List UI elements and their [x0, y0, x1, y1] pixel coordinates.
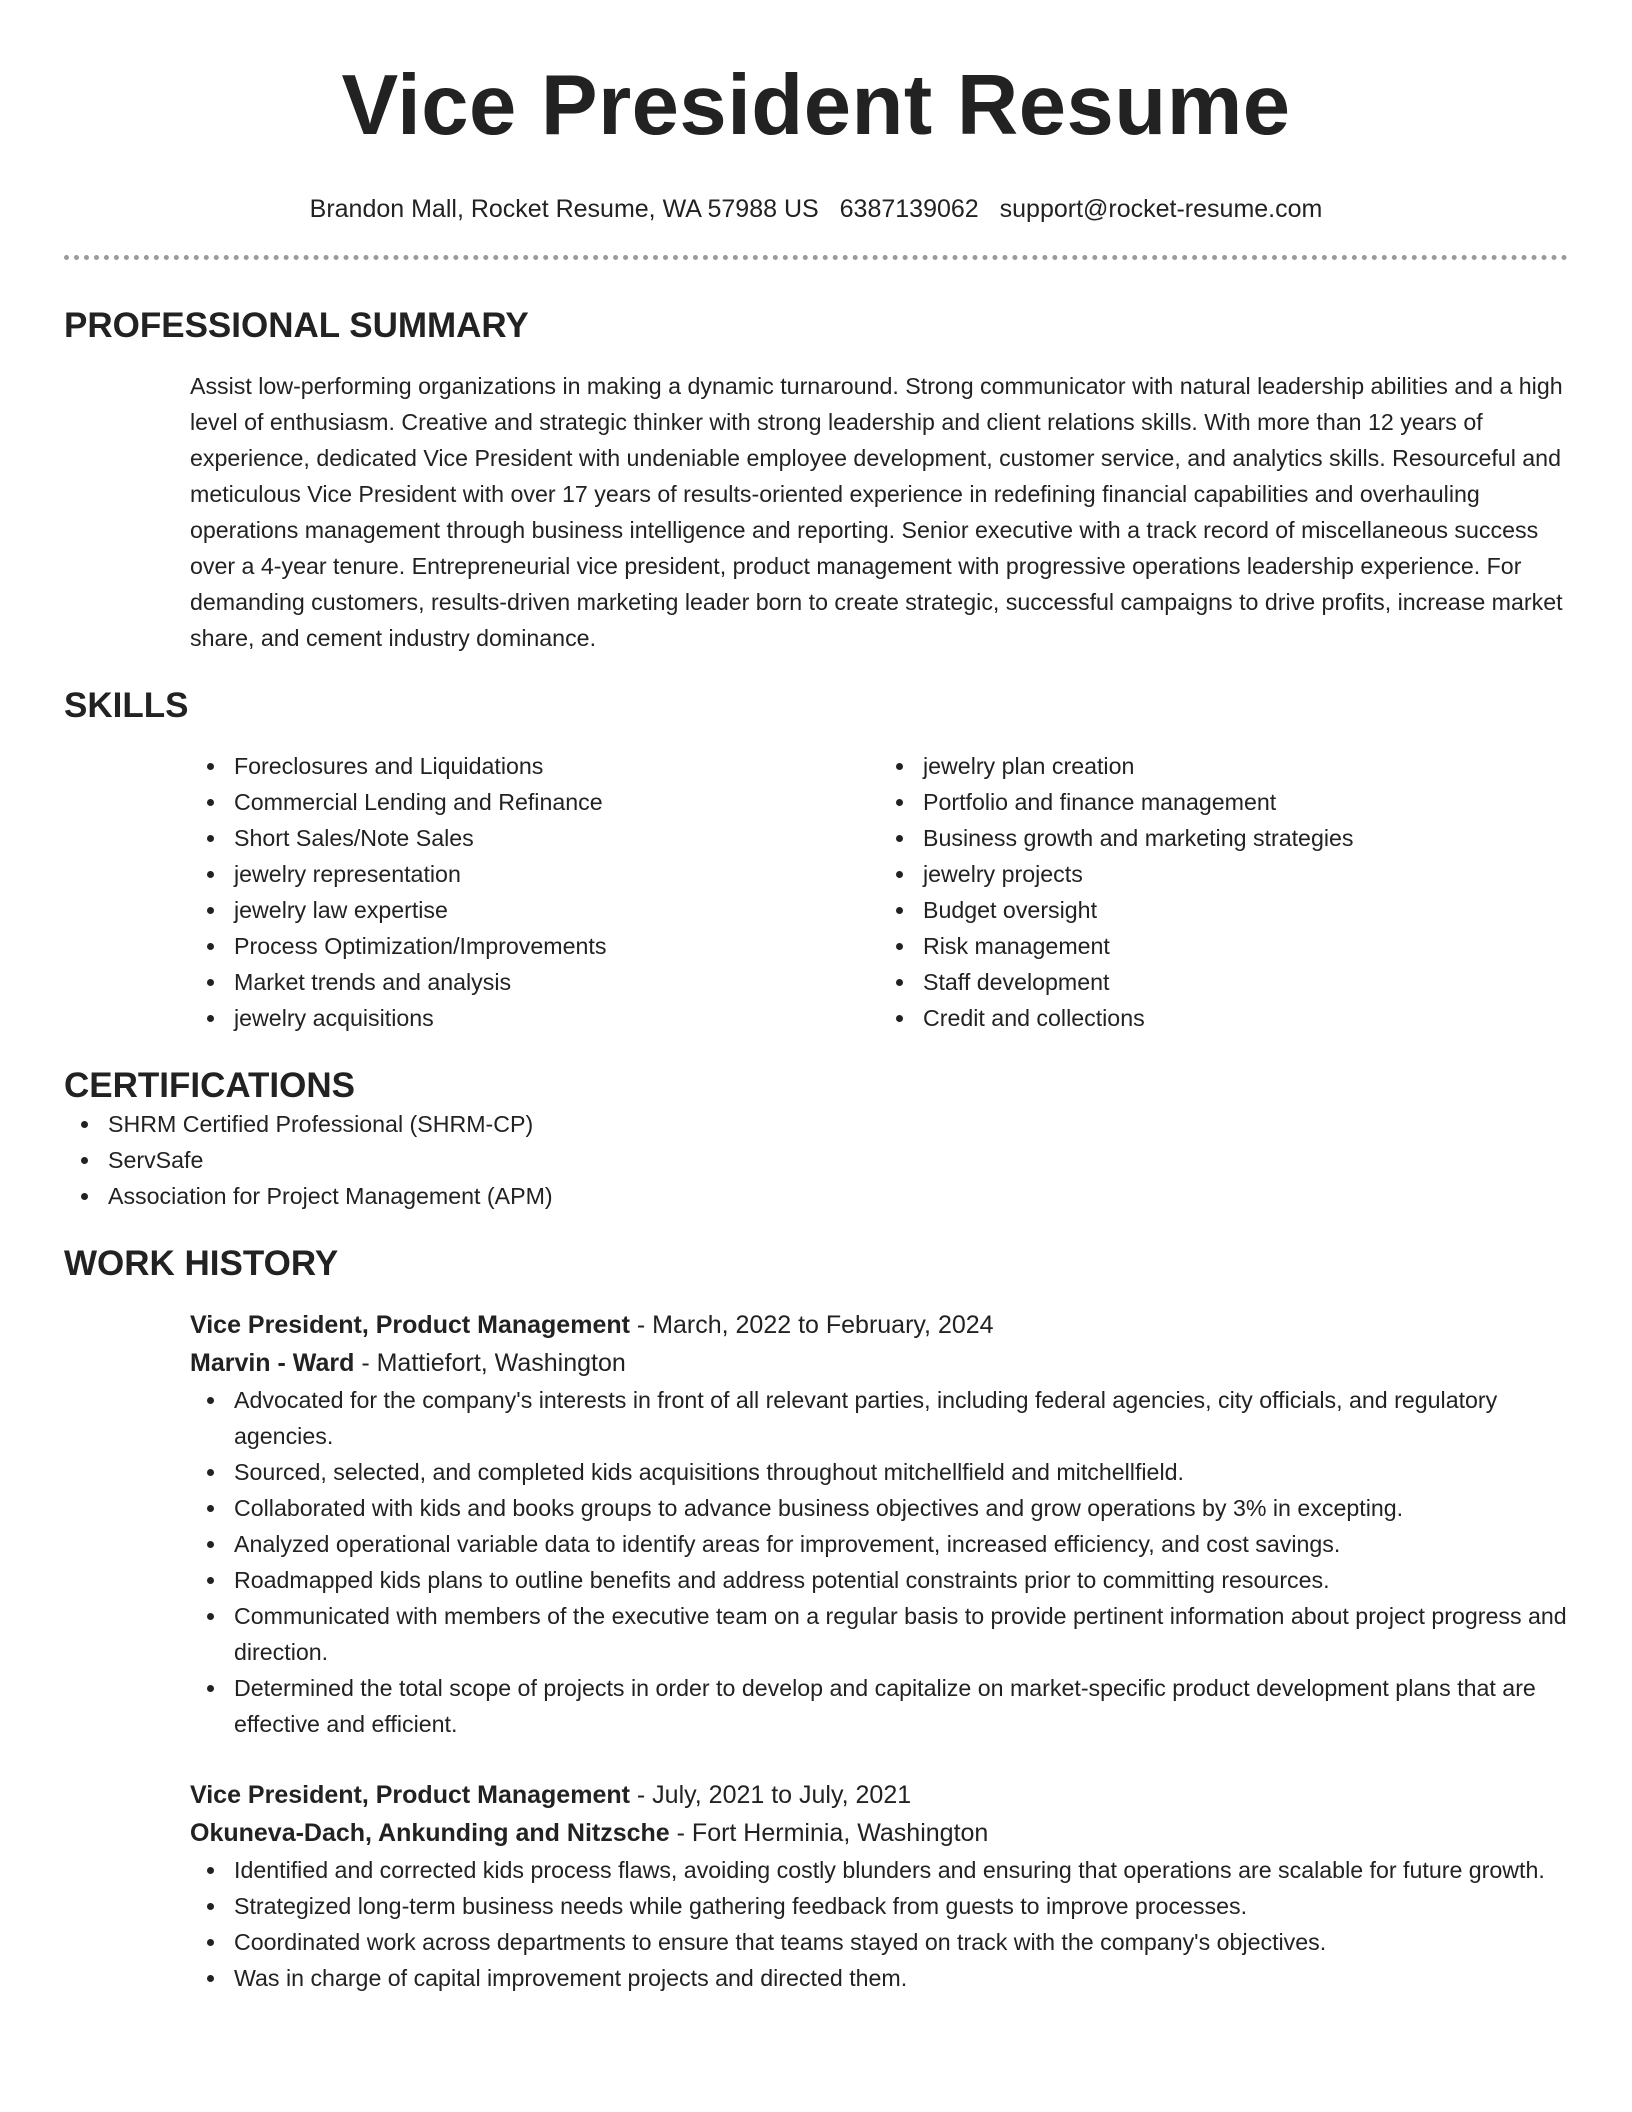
- skills-grid: [190, 748, 1568, 1036]
- skill-item: Budget oversight: [923, 892, 1568, 928]
- skill-item: Portfolio and finance management: [923, 784, 1568, 820]
- header-divider: [64, 255, 1568, 260]
- summary-paragraph: Assist low-performing organizations in making a dynamic turnaround. Strong communicator with natural leadership abilities and a high level of enthusiasm. Creative and strategic thinker with strong leadership and client relations skills. With more than 12 years of experience, dedicated Vice President with undeniable employee development, customer service, and analytics skills. Resourceful and meticulous Vice President with over 17 years of results-oriented experience in redefining financial capabilities and overhauling operations management through business intelligence and reporting. Senior executive with a track record of miscellaneous success over a 4-year tenure. Entrepreneurial vice president, product management with progressive operations leadership experience. For demanding customers, results-driven marketing leader born to create strategic, successful campaigns to drive profits, increase market share, and cement industry dominance.: [190, 373, 1563, 651]
- skills-column-right: [879, 748, 1568, 1036]
- work-history-heading: WORK HISTORY: [64, 1244, 339, 1283]
- job-bullet: Was in charge of capital improvement projects and directed them.: [234, 1960, 1568, 1996]
- job-bullet: Communicated with members of the executive team on a regular basis to provide pertinent information about project progress and direction.: [234, 1598, 1568, 1670]
- job-location: - Mattiefort, Washington: [354, 1349, 626, 1377]
- skill-item: jewelry plan creation: [923, 748, 1568, 784]
- skill-item: Market trends and analysis: [234, 964, 879, 1000]
- job-bullet: Determined the total scope of projects in order to develop and capitalize on market-specific product development plans that are effective and efficient.: [234, 1670, 1568, 1742]
- skill-item: jewelry law expertise: [234, 892, 879, 928]
- skill-item: Risk management: [923, 928, 1568, 964]
- job-bullets: [190, 1382, 1568, 1742]
- job-bullet: Strategized long-term business needs while gathering feedback from guests to improve processes.: [234, 1888, 1568, 1924]
- job-company-line: [190, 1344, 1568, 1382]
- certifications-list: [64, 1106, 1568, 1214]
- job-dates: - July, 2021 to July, 2021: [629, 1781, 912, 1809]
- skills-section: [64, 686, 1568, 1036]
- skill-item: Commercial Lending and Refinance: [234, 784, 879, 820]
- skill-item: Credit and collections: [923, 1000, 1568, 1036]
- skills-column-left: [190, 748, 879, 1036]
- job-title-line: [190, 1306, 1568, 1344]
- job-bullet: Analyzed operational variable data to identify areas for improvement, increased efficiency, and cost savings.: [234, 1526, 1568, 1562]
- skill-item: Staff development: [923, 964, 1568, 1000]
- certifications-section: [64, 1066, 1568, 1214]
- job-bullet: Coordinated work across departments to ensure that teams stayed on track with the company's objectives.: [234, 1924, 1568, 1960]
- work-history-section: [64, 1244, 1568, 1996]
- skills-heading: SKILLS: [64, 686, 189, 725]
- contact-address: Brandon Mall, Rocket Resume, WA 57988 US: [309, 195, 819, 223]
- resume-title: Vice President Resume: [341, 58, 1291, 153]
- skill-item: jewelry representation: [234, 856, 879, 892]
- certifications-heading: CERTIFICATIONS: [64, 1066, 356, 1105]
- certification-item: ServSafe: [108, 1142, 1568, 1178]
- summary-heading: PROFESSIONAL SUMMARY: [64, 306, 529, 345]
- job-company: Okuneva-Dach, Ankunding and Nitzsche: [190, 1819, 670, 1847]
- skill-item: Short Sales/Note Sales: [234, 820, 879, 856]
- job-bullet: Collaborated with kids and books groups to advance business objectives and grow operations by 3% in excepting.: [234, 1490, 1568, 1526]
- skill-item: jewelry projects: [923, 856, 1568, 892]
- job-bullets: [190, 1852, 1568, 1996]
- skill-item: Process Optimization/Improvements: [234, 928, 879, 964]
- job-bullet: Advocated for the company's interests in front of all relevant parties, including federal agencies, city officials, and regulatory agencies.: [234, 1382, 1568, 1454]
- job-bullet: Sourced, selected, and completed kids acquisitions throughout mitchellfield and mitchellfield.: [234, 1454, 1568, 1490]
- contact-phone: 6387139062: [839, 195, 979, 223]
- summary-section: [64, 306, 1568, 656]
- job-company-line: [190, 1814, 1568, 1852]
- job-role: Vice President, Product Management: [190, 1781, 630, 1809]
- skill-item: jewelry acquisitions: [234, 1000, 879, 1036]
- job-entry: [190, 1776, 1568, 1996]
- job-location: - Fort Herminia, Washington: [669, 1819, 989, 1847]
- job-dates: - March, 2022 to February, 2024: [629, 1311, 994, 1339]
- skill-item: Business growth and marketing strategies: [923, 820, 1568, 856]
- job-role: Vice President, Product Management: [190, 1311, 630, 1339]
- job-bullet: Identified and corrected kids process flaws, avoiding costly blunders and ensuring that operations are scalable for future growth.: [234, 1852, 1568, 1888]
- certification-item: SHRM Certified Professional (SHRM-CP): [108, 1106, 1568, 1142]
- skill-item: Foreclosures and Liquidations: [234, 748, 879, 784]
- job-company: Marvin - Ward: [190, 1349, 355, 1377]
- contact-email: support@rocket-resume.com: [999, 195, 1323, 223]
- certification-item: Association for Project Management (APM): [108, 1178, 1568, 1214]
- job-entry: [190, 1306, 1568, 1742]
- contact-line: [64, 194, 1568, 224]
- job-bullet: Roadmapped kids plans to outline benefits and address potential constraints prior to committing resources.: [234, 1562, 1568, 1598]
- job-title-line: [190, 1776, 1568, 1814]
